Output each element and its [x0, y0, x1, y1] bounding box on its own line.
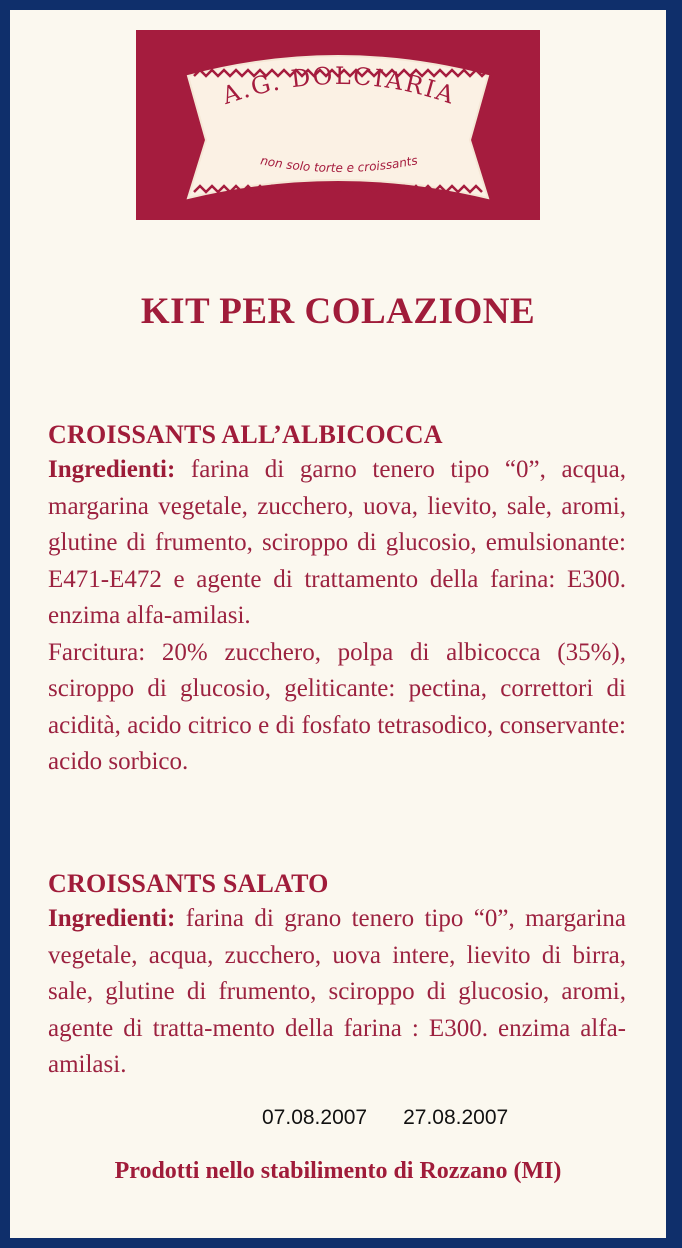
date-stamp	[262, 1106, 508, 1130]
logo-banner-graphic	[136, 30, 540, 220]
section-croissants-salato	[48, 867, 626, 1084]
filling-paragraph: Farcitura: 20% zucchero, polpa di albicocca (35%), sciroppo di glucosio, geliticante: pectina, correttori di acidità, acido citrico e di fosfato tetrasodico, conservante: acido sorbico.	[48, 638, 626, 775]
page-title: KIT PER COLAZIONE	[140, 291, 536, 332]
production-date: 07.08.2007	[262, 1106, 368, 1129]
ingredients-label: Ingredienti:	[48, 905, 176, 932]
section-heading: CROISSANTS SALATO	[48, 869, 329, 898]
section-croissants-albicocca	[48, 418, 626, 781]
ingredients-text: farina di garno tenero tipo “0”, acqua, margarina vegetale, zucchero, uova, lievito, sale, aromi, glutine di frumento, sciroppo di glucosio, emulsionante: E471-E472 e agente di trattamento della farina: E300. enzima alfa-amilasi.	[48, 456, 626, 629]
ingredients-paragraph	[48, 452, 626, 635]
production-site-note: Prodotti nello stabilimento di Rozzano (MI)	[114, 1158, 562, 1184]
ingredients-text: farina di grano tenero tipo “0”, margarina vegetale, acqua, zucchero, uova intere, lievito di birra, sale, glutine di frumento, sciroppo di glucosio, aromi, agente di tratta-mento della farina : E300. enzima alfa-amilasi.	[48, 905, 626, 1078]
logo-brand-text: A.G. DOLCIARIA	[218, 61, 460, 110]
label-sheet	[10, 10, 666, 1238]
ingredients-label: Ingredienti:	[48, 456, 176, 483]
brand-logo	[136, 30, 540, 220]
ingredients-paragraph	[48, 901, 626, 1084]
logo-tagline-text: non solo torte e croissants	[259, 153, 419, 176]
expiry-date: 27.08.2007	[403, 1106, 509, 1129]
section-heading: CROISSANTS ALL’ALBICOCCA	[48, 420, 443, 449]
